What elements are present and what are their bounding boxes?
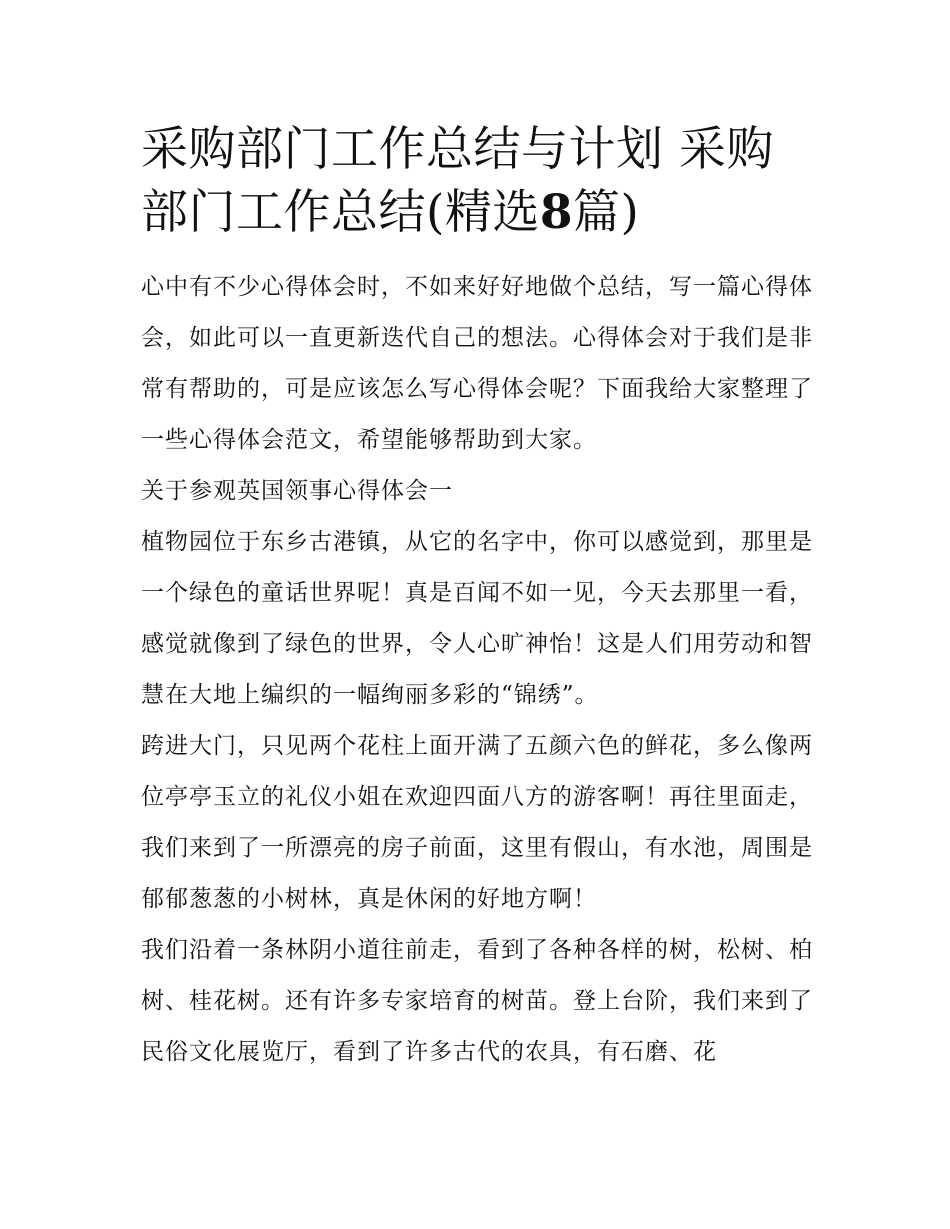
intro-paragraph: 心中有不少心得体会时，不如来好好地做个总结，写一篇心得体会，如此可以一直更新迭代自己的想法。心得体会对于我们是非常有帮助的，可是应该怎么写心得体会呢？下面我给大家整理了一些心得体会范文，希望能够帮助到大家。 (141, 274, 813, 453)
title-number: 8 (539, 185, 574, 240)
document-content (141, 118, 813, 1078)
body-paragraph-1: 植物园位于东乡古港镇，从它的名字中，你可以感觉到，那里是一个绿色的童话世界呢！真是百闻不如一见，今天去那里一看，感觉就像到了绿色的世界，令人心旷神怡！这是人们用劳动和智慧在大地上编织的一幅绚丽多彩的“锦绣”。 (141, 529, 813, 708)
title-text: 采购部门工作总结与计划 采购部门工作总结(精选 (141, 122, 774, 240)
body-paragraph-3: 我们沿着一条林阴小道往前走，看到了各种各样的树，松树、柏树、桂花树。还有许多专家培育的树苗。登上台阶，我们来到了民俗文化展览厅，看到了许多古代的农具，有石磨、花 (141, 937, 813, 1065)
document-body (141, 262, 813, 1078)
section-heading: 关于参观英国领事心得体会一 (141, 478, 453, 504)
title-suffix: 篇) (573, 185, 640, 240)
body-paragraph-2: 跨进大门，只见两个花柱上面开满了五颜六色的鲜花，多么像两位亭亭玉立的礼仪小姐在欢迎四面八方的游客啊！再往里面走，我们来到了一所漂亮的房子前面，这里有假山，有水池，周围是郁郁葱葱的小树林，真是休闲的好地方啊！ (141, 733, 813, 912)
document-title (141, 118, 813, 244)
